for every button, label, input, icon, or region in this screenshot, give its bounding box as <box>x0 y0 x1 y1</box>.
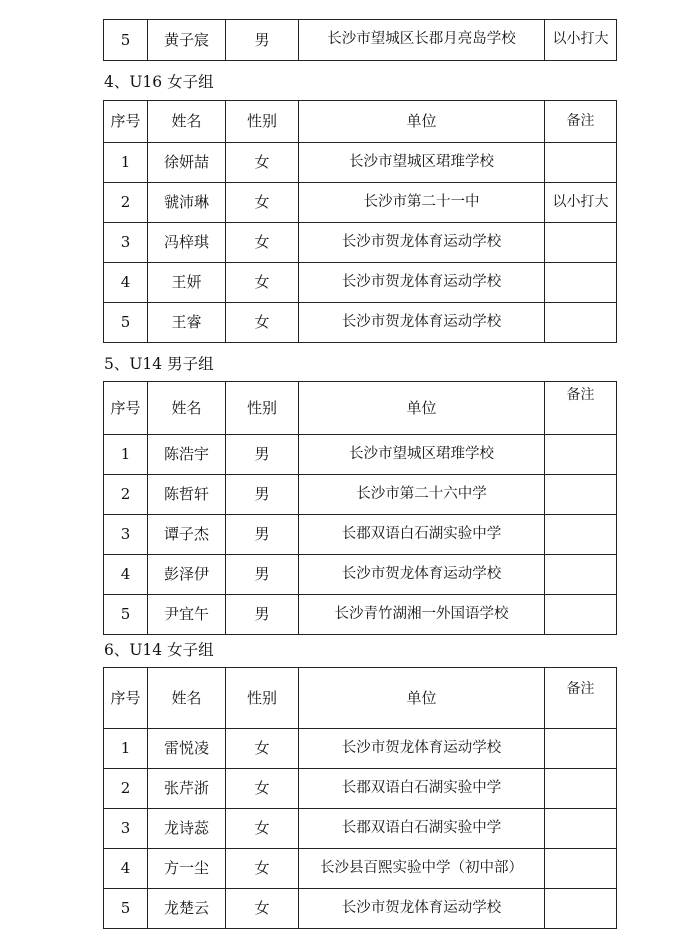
table-row <box>104 849 617 889</box>
unit-cell: 长郡双语白石湖实验中学 <box>299 809 545 849</box>
unit-cell: 长沙市望城区珺琟学校 <box>299 143 545 183</box>
name-cell: 王睿 <box>148 303 226 343</box>
seq-cell: 2 <box>104 769 148 809</box>
table-row <box>104 515 617 555</box>
gender-cell: 女 <box>226 263 299 303</box>
note-cell <box>545 809 617 849</box>
gender-cell: 女 <box>226 183 299 223</box>
unit-cell: 长沙市望城区长郡月亮岛学校 <box>299 20 545 61</box>
seq-cell: 4 <box>104 555 148 595</box>
name-cell: 谭子杰 <box>148 515 226 555</box>
seq-cell: 5 <box>104 889 148 929</box>
unit-cell: 长沙市望城区珺琟学校 <box>299 435 545 475</box>
seq-cell: 1 <box>104 435 148 475</box>
section-title-u14-boys: 5、U14 男子组 <box>104 355 214 373</box>
header-note: 备注 <box>545 101 617 143</box>
name-cell: 尹宜午 <box>148 595 226 635</box>
header-seq: 序号 <box>104 382 148 435</box>
note-cell <box>545 889 617 929</box>
note-cell <box>545 769 617 809</box>
table-row <box>104 303 617 343</box>
gender-cell: 女 <box>226 303 299 343</box>
note-cell <box>545 515 617 555</box>
unit-cell: 长沙市贺龙体育运动学校 <box>299 889 545 929</box>
unit-cell: 长沙市贺龙体育运动学校 <box>299 729 545 769</box>
name-cell: 虢沛琳 <box>148 183 226 223</box>
header-seq: 序号 <box>104 668 148 729</box>
header-name: 姓名 <box>148 668 226 729</box>
gender-cell: 男 <box>226 20 299 61</box>
header-unit: 单位 <box>299 382 545 435</box>
roster-table-u16-girls <box>103 100 617 343</box>
seq-cell: 2 <box>104 475 148 515</box>
table-row <box>104 729 617 769</box>
name-cell: 徐妍喆 <box>148 143 226 183</box>
gender-cell: 男 <box>226 555 299 595</box>
seq-cell: 4 <box>104 263 148 303</box>
name-cell: 陈哲轩 <box>148 475 226 515</box>
table-row <box>104 889 617 929</box>
seq-cell: 2 <box>104 183 148 223</box>
header-gender: 性别 <box>226 668 299 729</box>
header-gender: 性别 <box>226 382 299 435</box>
unit-cell: 长沙市贺龙体育运动学校 <box>299 223 545 263</box>
note-cell <box>545 555 617 595</box>
table-row <box>104 809 617 849</box>
seq-cell: 3 <box>104 223 148 263</box>
header-unit: 单位 <box>299 668 545 729</box>
table-header-row <box>104 382 617 435</box>
unit-cell: 长郡双语白石湖实验中学 <box>299 769 545 809</box>
seq-cell: 5 <box>104 303 148 343</box>
note-cell: 以小打大 <box>545 183 617 223</box>
roster-table-u14-boys <box>103 381 617 635</box>
seq-cell: 5 <box>104 595 148 635</box>
table-row <box>104 555 617 595</box>
note-cell <box>545 475 617 515</box>
unit-cell: 长沙市贺龙体育运动学校 <box>299 303 545 343</box>
seq-cell: 1 <box>104 729 148 769</box>
note-cell <box>545 595 617 635</box>
table-row <box>104 769 617 809</box>
unit-cell: 长沙市贺龙体育运动学校 <box>299 555 545 595</box>
unit-cell: 长沙市第二十一中 <box>299 183 545 223</box>
table-header-row <box>104 668 617 729</box>
name-cell: 方一尘 <box>148 849 226 889</box>
name-cell: 陈浩宇 <box>148 435 226 475</box>
unit-cell: 长沙市第二十六中学 <box>299 475 545 515</box>
seq-cell: 5 <box>104 20 148 61</box>
table-row <box>104 223 617 263</box>
gender-cell: 女 <box>226 849 299 889</box>
gender-cell: 女 <box>226 729 299 769</box>
gender-cell: 女 <box>226 223 299 263</box>
unit-cell: 长郡双语白石湖实验中学 <box>299 515 545 555</box>
name-cell: 王妍 <box>148 263 226 303</box>
header-name: 姓名 <box>148 382 226 435</box>
note-cell <box>545 729 617 769</box>
gender-cell: 女 <box>226 769 299 809</box>
table-row <box>104 263 617 303</box>
name-cell: 黄子宸 <box>148 20 226 61</box>
gender-cell: 女 <box>226 889 299 929</box>
gender-cell: 男 <box>226 595 299 635</box>
table-row <box>104 20 617 61</box>
unit-cell: 长沙县百熙实验中学（初中部） <box>299 849 545 889</box>
note-cell <box>545 303 617 343</box>
header-seq: 序号 <box>104 101 148 143</box>
unit-cell: 长沙青竹湖湘一外国语学校 <box>299 595 545 635</box>
table-row <box>104 475 617 515</box>
table-header-row <box>104 101 617 143</box>
header-gender: 性别 <box>226 101 299 143</box>
header-unit: 单位 <box>299 101 545 143</box>
seq-cell: 3 <box>104 809 148 849</box>
seq-cell: 1 <box>104 143 148 183</box>
header-note: 备注 <box>545 668 617 729</box>
roster-table-u14-girls <box>103 667 617 929</box>
name-cell: 龙楚云 <box>148 889 226 929</box>
table-row <box>104 183 617 223</box>
gender-cell: 男 <box>226 475 299 515</box>
name-cell: 彭泽伊 <box>148 555 226 595</box>
section-title-u14-girls: 6、U14 女子组 <box>104 641 214 659</box>
table-row <box>104 595 617 635</box>
note-cell <box>545 223 617 263</box>
roster-table-continued <box>103 19 617 61</box>
section-title-u16-girls: 4、U16 女子组 <box>104 73 214 91</box>
name-cell: 张芹浙 <box>148 769 226 809</box>
gender-cell: 女 <box>226 809 299 849</box>
name-cell: 雷悦凌 <box>148 729 226 769</box>
note-cell <box>545 143 617 183</box>
header-note: 备注 <box>545 382 617 435</box>
name-cell: 冯梓琪 <box>148 223 226 263</box>
table-row <box>104 143 617 183</box>
gender-cell: 男 <box>226 515 299 555</box>
gender-cell: 男 <box>226 435 299 475</box>
note-cell: 以小打大 <box>545 20 617 61</box>
header-name: 姓名 <box>148 101 226 143</box>
unit-cell: 长沙市贺龙体育运动学校 <box>299 263 545 303</box>
note-cell <box>545 435 617 475</box>
note-cell <box>545 849 617 889</box>
note-cell <box>545 263 617 303</box>
gender-cell: 女 <box>226 143 299 183</box>
seq-cell: 3 <box>104 515 148 555</box>
seq-cell: 4 <box>104 849 148 889</box>
name-cell: 龙诗蕊 <box>148 809 226 849</box>
table-row <box>104 435 617 475</box>
